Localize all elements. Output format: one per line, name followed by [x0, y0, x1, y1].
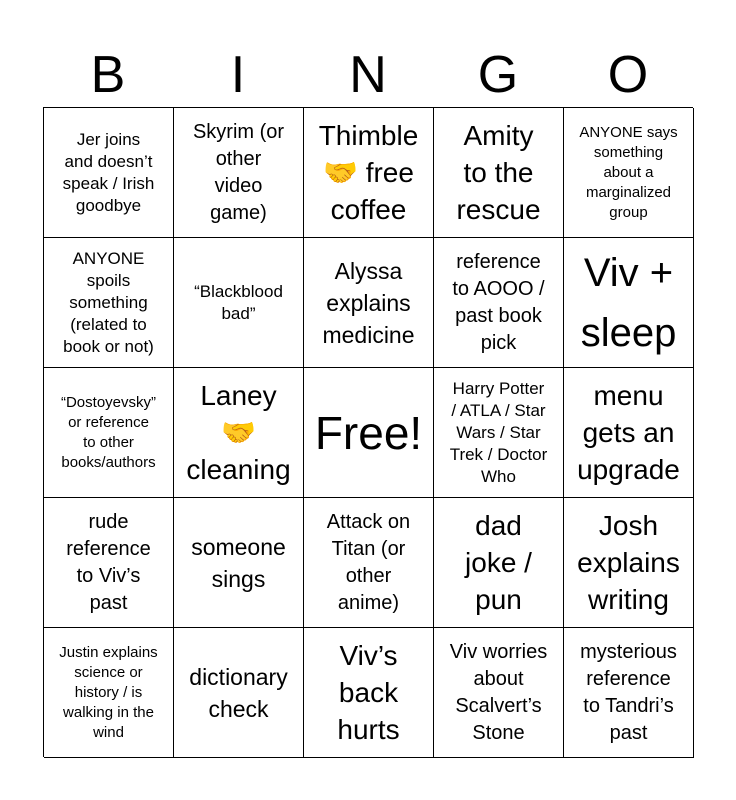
- bingo-cell[interactable]: [44, 108, 174, 238]
- free-space-cell[interactable]: [304, 368, 434, 498]
- bingo-cell[interactable]: [44, 498, 174, 628]
- bingo-cell-text: Amity to the rescue: [456, 120, 541, 225]
- bingo-cell-text: Viv worries about Scalvert’s Stone: [449, 640, 548, 744]
- bingo-cell[interactable]: [434, 628, 564, 758]
- header-letter-g: G: [477, 46, 519, 104]
- bingo-cell-text: dad joke / pun: [465, 510, 532, 615]
- bingo-header: [43, 44, 693, 106]
- bingo-cell[interactable]: [304, 108, 434, 238]
- bingo-cell-text: reference to AOOO / past book pick: [452, 250, 545, 354]
- bingo-cell-text: Laney 🤝 cleaning: [186, 380, 291, 485]
- bingo-cell-text: Skyrim (or other video game): [192, 120, 285, 224]
- bingo-cell-text: mysterious reference to Tandri’s past: [580, 640, 677, 744]
- bingo-cell-text: Free!: [314, 406, 423, 459]
- bingo-cell-text: Viv’s back hurts: [337, 640, 400, 745]
- bingo-cell[interactable]: [174, 368, 304, 498]
- bingo-cell[interactable]: [174, 628, 304, 758]
- bingo-cell[interactable]: [44, 628, 174, 758]
- bingo-cell-text: Jer joins and doesn’t speak / Irish goodbye: [62, 129, 155, 215]
- bingo-cell-text: ANYONE says something about a marginalized group: [579, 123, 678, 221]
- bingo-cell[interactable]: [434, 368, 564, 498]
- bingo-cell-text: Harry Potter / ATLA / Star Wars / Star Trek / Doctor Who: [449, 378, 548, 486]
- bingo-cell[interactable]: [434, 108, 564, 238]
- bingo-cell[interactable]: [304, 498, 434, 628]
- header-letter-o: O: [607, 46, 649, 104]
- bingo-cell-text: rude reference to Viv’s past: [66, 510, 151, 614]
- bingo-grid: [43, 107, 693, 757]
- bingo-cell[interactable]: [174, 498, 304, 628]
- bingo-cell[interactable]: [174, 238, 304, 368]
- bingo-cell[interactable]: [174, 108, 304, 238]
- bingo-cell-text: Attack on Titan (or other anime): [326, 510, 411, 614]
- bingo-cell[interactable]: [564, 108, 694, 238]
- bingo-cell[interactable]: [564, 368, 694, 498]
- bingo-cell-text: ANYONE spoils something (related to book or not): [63, 248, 154, 356]
- header-letter-n: N: [349, 46, 387, 104]
- bingo-cell-text: Viv + sleep: [580, 250, 677, 355]
- bingo-cell[interactable]: [564, 238, 694, 368]
- bingo-cell-text: Josh explains writing: [577, 510, 680, 615]
- bingo-cell-text: Alyssa explains medicine: [322, 257, 415, 348]
- bingo-cell[interactable]: [434, 498, 564, 628]
- bingo-cell-text: “Dostoyevsky” or reference to other books/authors: [60, 393, 157, 471]
- bingo-cell-text: “Blackblood bad”: [194, 281, 283, 323]
- bingo-cell-text: dictionary check: [189, 663, 288, 722]
- bingo-cell-text: someone sings: [191, 533, 286, 592]
- bingo-cell-text: Justin explains science or history / is walking in the wind: [59, 643, 158, 741]
- bingo-cell[interactable]: [44, 368, 174, 498]
- bingo-cell[interactable]: [434, 238, 564, 368]
- header-letter-b: B: [90, 46, 126, 104]
- bingo-cell[interactable]: [304, 238, 434, 368]
- bingo-cell[interactable]: [44, 238, 174, 368]
- bingo-cell[interactable]: [304, 628, 434, 758]
- bingo-cell-text: Thimble 🤝 free coffee: [318, 120, 419, 225]
- header-letter-i: I: [230, 46, 246, 104]
- bingo-cell-text: menu gets an upgrade: [577, 380, 680, 485]
- bingo-cell[interactable]: [564, 498, 694, 628]
- bingo-cell[interactable]: [564, 628, 694, 758]
